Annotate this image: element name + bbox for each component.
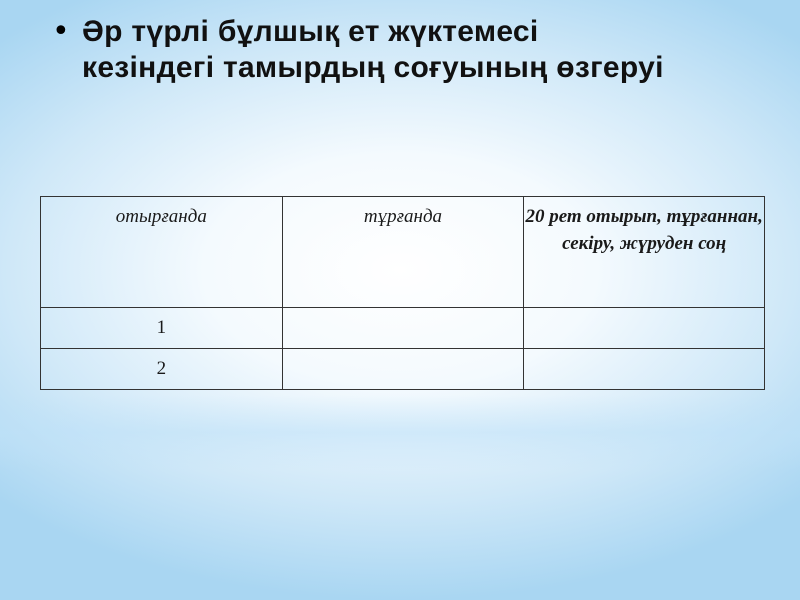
table-header-row <box>41 197 765 308</box>
slide-title: Әр түрлі бұлшық ет жүктемесі кезіндегі тамырдың соғуының өзгеруі <box>82 15 664 84</box>
table-cell: 2 <box>41 349 283 390</box>
table-cell: 1 <box>41 308 283 349</box>
table-row <box>41 349 765 390</box>
header-after-exercise: 20 рет отырып, тұрғаннан, секіру, жүруден соң <box>524 197 765 308</box>
data-table <box>40 196 765 390</box>
table-cell <box>282 308 524 349</box>
bullet-icon: • <box>52 14 70 49</box>
table-row <box>41 308 765 349</box>
table-cell <box>524 349 765 390</box>
slide-title-block <box>52 14 772 86</box>
table-cell <box>524 308 765 349</box>
header-standing: тұрғанда <box>282 197 524 308</box>
table-cell <box>282 349 524 390</box>
header-sitting: отырғанда <box>41 197 283 308</box>
background-light-band <box>0 395 800 470</box>
